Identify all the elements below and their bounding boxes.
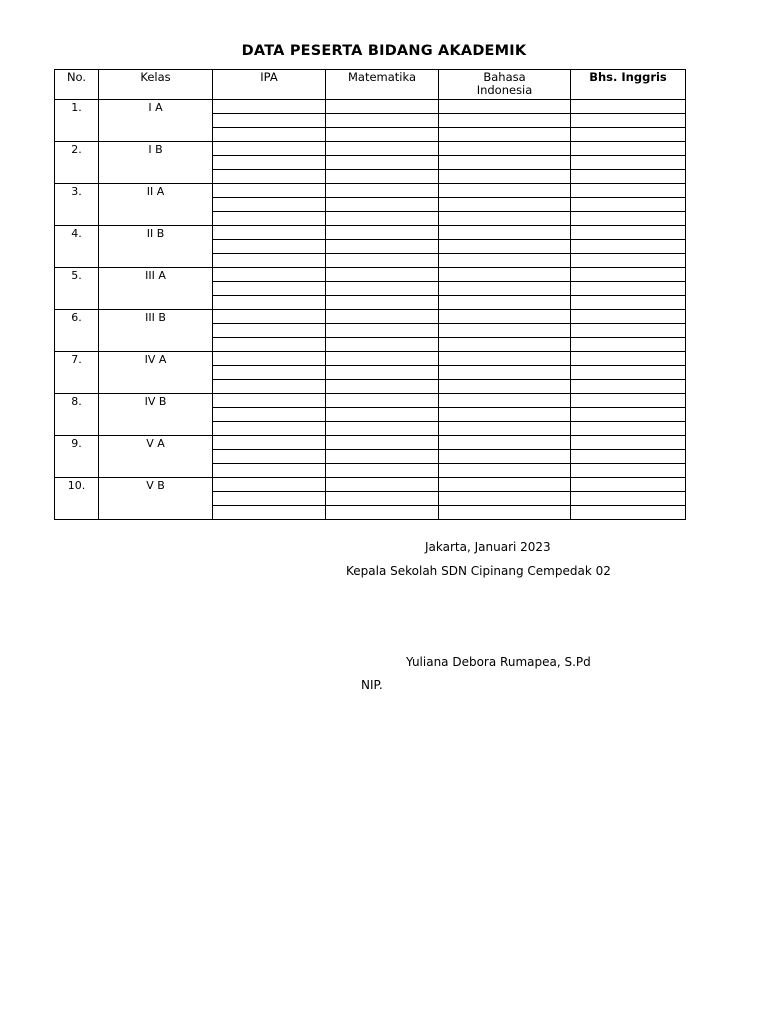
header-bahasa-indonesia-line2: Indonesia: [476, 83, 533, 97]
entry-line: [326, 198, 438, 212]
entry-line: [326, 436, 438, 450]
entry-line: [326, 240, 438, 254]
entry-line: [439, 506, 570, 519]
table-row: [55, 478, 686, 520]
header-bhs-inggris: Bhs. Inggris: [571, 70, 686, 100]
entry-line: [439, 114, 570, 128]
entry-line: [213, 128, 325, 141]
footer-place-date: Jakarta, Januari 2023: [425, 540, 551, 554]
entry-line: [326, 170, 438, 183]
cell-matematika: [326, 352, 439, 394]
cell-ipa: [213, 142, 326, 184]
cell-bahasa-indonesia: [439, 394, 571, 436]
cell-ipa: [213, 436, 326, 478]
cell-bhs-inggris: [571, 184, 686, 226]
entry-line: [326, 464, 438, 477]
table-row: [55, 226, 686, 268]
cell-bhs-inggris: [571, 394, 686, 436]
entry-line: [326, 366, 438, 380]
cell-ipa: [213, 394, 326, 436]
cell-bhs-inggris: [571, 310, 686, 352]
entry-line: [213, 492, 325, 506]
entry-line: [213, 310, 325, 324]
entry-line: [439, 436, 570, 450]
entry-line: [326, 310, 438, 324]
entry-line: [439, 100, 570, 114]
entry-line: [571, 142, 685, 156]
entry-line: [213, 254, 325, 267]
entry-line: [571, 436, 685, 450]
cell-matematika: [326, 184, 439, 226]
entry-line: [571, 226, 685, 240]
table-row: [55, 436, 686, 478]
cell-bhs-inggris: [571, 100, 686, 142]
entry-line: [439, 408, 570, 422]
entry-line: [326, 282, 438, 296]
entry-line: [571, 464, 685, 477]
entry-line: [213, 170, 325, 183]
entry-line: [326, 184, 438, 198]
cell-bhs-inggris: [571, 478, 686, 520]
entry-line: [326, 478, 438, 492]
entry-line: [571, 394, 685, 408]
table-row: [55, 310, 686, 352]
entry-line: [326, 254, 438, 267]
table-row: [55, 100, 686, 142]
entry-line: [213, 282, 325, 296]
entry-line: [326, 128, 438, 141]
entry-line: [213, 100, 325, 114]
cell-matematika: [326, 310, 439, 352]
cell-ipa: [213, 100, 326, 142]
row-kelas: II B: [99, 226, 213, 268]
row-kelas: V A: [99, 436, 213, 478]
cell-matematika: [326, 478, 439, 520]
cell-bhs-inggris: [571, 226, 686, 268]
entry-line: [571, 492, 685, 506]
cell-bahasa-indonesia: [439, 184, 571, 226]
cell-bahasa-indonesia: [439, 310, 571, 352]
table-row: [55, 142, 686, 184]
entry-line: [571, 366, 685, 380]
cell-ipa: [213, 268, 326, 310]
entry-line: [326, 268, 438, 282]
entry-line: [326, 352, 438, 366]
table-row: [55, 394, 686, 436]
entry-line: [213, 184, 325, 198]
cell-bahasa-indonesia: [439, 268, 571, 310]
cell-matematika: [326, 142, 439, 184]
entry-line: [326, 296, 438, 309]
entry-line: [439, 366, 570, 380]
entry-line: [571, 478, 685, 492]
entry-line: [213, 240, 325, 254]
entry-line: [439, 296, 570, 309]
entry-line: [571, 506, 685, 519]
entry-line: [326, 380, 438, 393]
entry-line: [571, 114, 685, 128]
entry-line: [439, 464, 570, 477]
cell-bahasa-indonesia: [439, 142, 571, 184]
row-no: 7.: [55, 352, 99, 394]
header-bahasa-indonesia-line1: Bahasa: [483, 70, 526, 84]
entry-line: [213, 450, 325, 464]
entry-line: [571, 156, 685, 170]
entry-line: [439, 338, 570, 351]
entry-line: [326, 492, 438, 506]
header-no: No.: [55, 70, 99, 100]
row-kelas: I A: [99, 100, 213, 142]
footer-signatory-name: Yuliana Debora Rumapea, S.Pd: [406, 655, 591, 669]
row-kelas: I B: [99, 142, 213, 184]
entry-line: [213, 506, 325, 519]
header-matematika: Matematika: [326, 70, 439, 100]
table-row: [55, 352, 686, 394]
entry-line: [571, 254, 685, 267]
cell-matematika: [326, 226, 439, 268]
cell-ipa: [213, 184, 326, 226]
entry-line: [571, 282, 685, 296]
document-title: DATA PESERTA BIDANG AKADEMIK: [241, 43, 527, 59]
entry-line: [439, 282, 570, 296]
entry-line: [213, 408, 325, 422]
cell-ipa: [213, 226, 326, 268]
entry-line: [213, 296, 325, 309]
entry-line: [439, 492, 570, 506]
entry-line: [571, 450, 685, 464]
entry-line: [571, 170, 685, 183]
row-no: 9.: [55, 436, 99, 478]
participant-table: [54, 69, 686, 520]
entry-line: [213, 394, 325, 408]
entry-line: [439, 394, 570, 408]
entry-line: [213, 478, 325, 492]
entry-line: [571, 338, 685, 351]
entry-line: [439, 212, 570, 225]
row-no: 4.: [55, 226, 99, 268]
entry-line: [571, 296, 685, 309]
entry-line: [439, 240, 570, 254]
entry-line: [326, 394, 438, 408]
entry-line: [213, 338, 325, 351]
cell-matematika: [326, 394, 439, 436]
entry-line: [571, 198, 685, 212]
entry-line: [439, 380, 570, 393]
entry-line: [326, 506, 438, 519]
entry-line: [571, 324, 685, 338]
entry-line: [213, 198, 325, 212]
entry-line: [571, 100, 685, 114]
entry-line: [571, 422, 685, 435]
row-no: 1.: [55, 100, 99, 142]
entry-line: [213, 436, 325, 450]
entry-line: [213, 380, 325, 393]
entry-line: [571, 380, 685, 393]
cell-matematika: [326, 100, 439, 142]
entry-line: [326, 226, 438, 240]
entry-line: [213, 464, 325, 477]
entry-line: [213, 422, 325, 435]
entry-line: [326, 212, 438, 225]
footer-nip: NIP.: [361, 678, 383, 692]
entry-line: [439, 198, 570, 212]
entry-line: [326, 408, 438, 422]
entry-line: [213, 352, 325, 366]
entry-line: [326, 324, 438, 338]
entry-line: [439, 310, 570, 324]
row-kelas: III B: [99, 310, 213, 352]
row-kelas: V B: [99, 478, 213, 520]
row-no: 2.: [55, 142, 99, 184]
cell-bahasa-indonesia: [439, 226, 571, 268]
entry-line: [439, 478, 570, 492]
row-kelas: IV A: [99, 352, 213, 394]
entry-line: [571, 184, 685, 198]
entry-line: [571, 268, 685, 282]
entry-line: [439, 268, 570, 282]
entry-line: [326, 156, 438, 170]
entry-line: [326, 338, 438, 351]
cell-bahasa-indonesia: [439, 478, 571, 520]
entry-line: [571, 212, 685, 225]
footer-position: Kepala Sekolah SDN Cipinang Cempedak 02: [346, 564, 611, 578]
row-kelas: III A: [99, 268, 213, 310]
entry-line: [213, 142, 325, 156]
entry-line: [439, 226, 570, 240]
header-ipa: IPA: [213, 70, 326, 100]
entry-line: [439, 128, 570, 141]
cell-ipa: [213, 478, 326, 520]
cell-bahasa-indonesia: [439, 436, 571, 478]
entry-line: [326, 114, 438, 128]
entry-line: [326, 450, 438, 464]
entry-line: [439, 450, 570, 464]
entry-line: [571, 240, 685, 254]
row-no: 10.: [55, 478, 99, 520]
entry-line: [213, 324, 325, 338]
entry-line: [326, 142, 438, 156]
entry-line: [213, 114, 325, 128]
cell-bahasa-indonesia: [439, 100, 571, 142]
cell-bhs-inggris: [571, 268, 686, 310]
entry-line: [213, 212, 325, 225]
entry-line: [439, 324, 570, 338]
entry-line: [213, 156, 325, 170]
cell-bhs-inggris: [571, 352, 686, 394]
header-kelas: Kelas: [99, 70, 213, 100]
row-kelas: IV B: [99, 394, 213, 436]
entry-line: [571, 128, 685, 141]
cell-bhs-inggris: [571, 436, 686, 478]
entry-line: [326, 422, 438, 435]
row-no: 8.: [55, 394, 99, 436]
entry-line: [571, 408, 685, 422]
entry-line: [213, 268, 325, 282]
entry-line: [439, 184, 570, 198]
cell-matematika: [326, 268, 439, 310]
entry-line: [571, 310, 685, 324]
entry-line: [439, 156, 570, 170]
cell-ipa: [213, 310, 326, 352]
row-kelas: II A: [99, 184, 213, 226]
table-header-row: [55, 70, 686, 100]
cell-ipa: [213, 352, 326, 394]
entry-line: [439, 170, 570, 183]
cell-bahasa-indonesia: [439, 352, 571, 394]
entry-line: [439, 352, 570, 366]
entry-line: [326, 100, 438, 114]
entry-line: [571, 352, 685, 366]
cell-matematika: [326, 436, 439, 478]
table-row: [55, 268, 686, 310]
header-bahasa-indonesia: [439, 70, 571, 100]
row-no: 5.: [55, 268, 99, 310]
row-no: 3.: [55, 184, 99, 226]
entry-line: [439, 422, 570, 435]
row-no: 6.: [55, 310, 99, 352]
entry-line: [213, 366, 325, 380]
entry-line: [439, 142, 570, 156]
entry-line: [213, 226, 325, 240]
table-row: [55, 184, 686, 226]
cell-bhs-inggris: [571, 142, 686, 184]
entry-line: [439, 254, 570, 267]
